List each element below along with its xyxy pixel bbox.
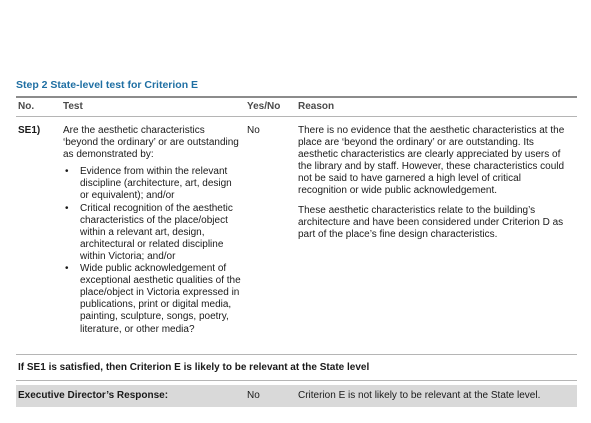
column-header-no: No.: [18, 101, 35, 112]
step-heading: Step 2 State-level test for Criterion E: [16, 79, 199, 91]
test-question: Are the aesthetic characteristics ‘beyond the ordinary’ or are outstanding as demonstrated by:: [63, 125, 239, 161]
row-rule: [16, 354, 577, 355]
response-label: Executive Director’s Response:: [18, 390, 169, 401]
summary-statement: If SE1 is satisfied, then Criterion E is likely to be relevant at the State level: [18, 362, 370, 373]
response-answer: No: [247, 390, 260, 401]
criteria-item: • Wide public acknowledgement of exceptional aesthetic qualities of the place/object in Victoria expressed in publications, print or digital media, painting, sculpture, songs, poetry, literature, or other media?: [63, 263, 241, 336]
header-rule: [16, 116, 577, 117]
reason-paragraph: These aesthetic characteristics relate to the building’s architecture and have been considered under Criterion D as part of the place’s fine design characteristics.: [298, 204, 564, 240]
criteria-item: • Critical recognition of the aesthetic characteristics of the place/object within a relevant art, design, architectural or related discipline within Victoria; and/or: [63, 203, 241, 263]
column-header-reason: Reason: [298, 101, 335, 112]
answer-value: No: [247, 125, 260, 136]
column-header-test: Test: [63, 101, 83, 112]
reason-cell: [298, 125, 570, 248]
criteria-item: • Evidence from within the relevant discipline (architecture, art, design or equivalent); and/or: [63, 166, 241, 202]
test-cell: [63, 125, 241, 336]
column-header-yesno: Yes/No: [247, 101, 281, 112]
table-top-rule: [16, 96, 577, 98]
row-number: SE1): [18, 125, 41, 136]
summary-rule: [16, 380, 577, 381]
reason-paragraph: There is no evidence that the aesthetic characteristics at the place are ‘beyond the ordinary’ or are outstanding. Its aesthetic characteristics are clearly appreciated by users of the library and by staff. However, these characteristics could not be said to have garnered a high level of critical recognition or wide public acknowledgement.: [298, 125, 565, 197]
criteria-list: [63, 166, 241, 335]
response-text: Criterion E is not likely to be relevant at the State level.: [298, 390, 541, 401]
